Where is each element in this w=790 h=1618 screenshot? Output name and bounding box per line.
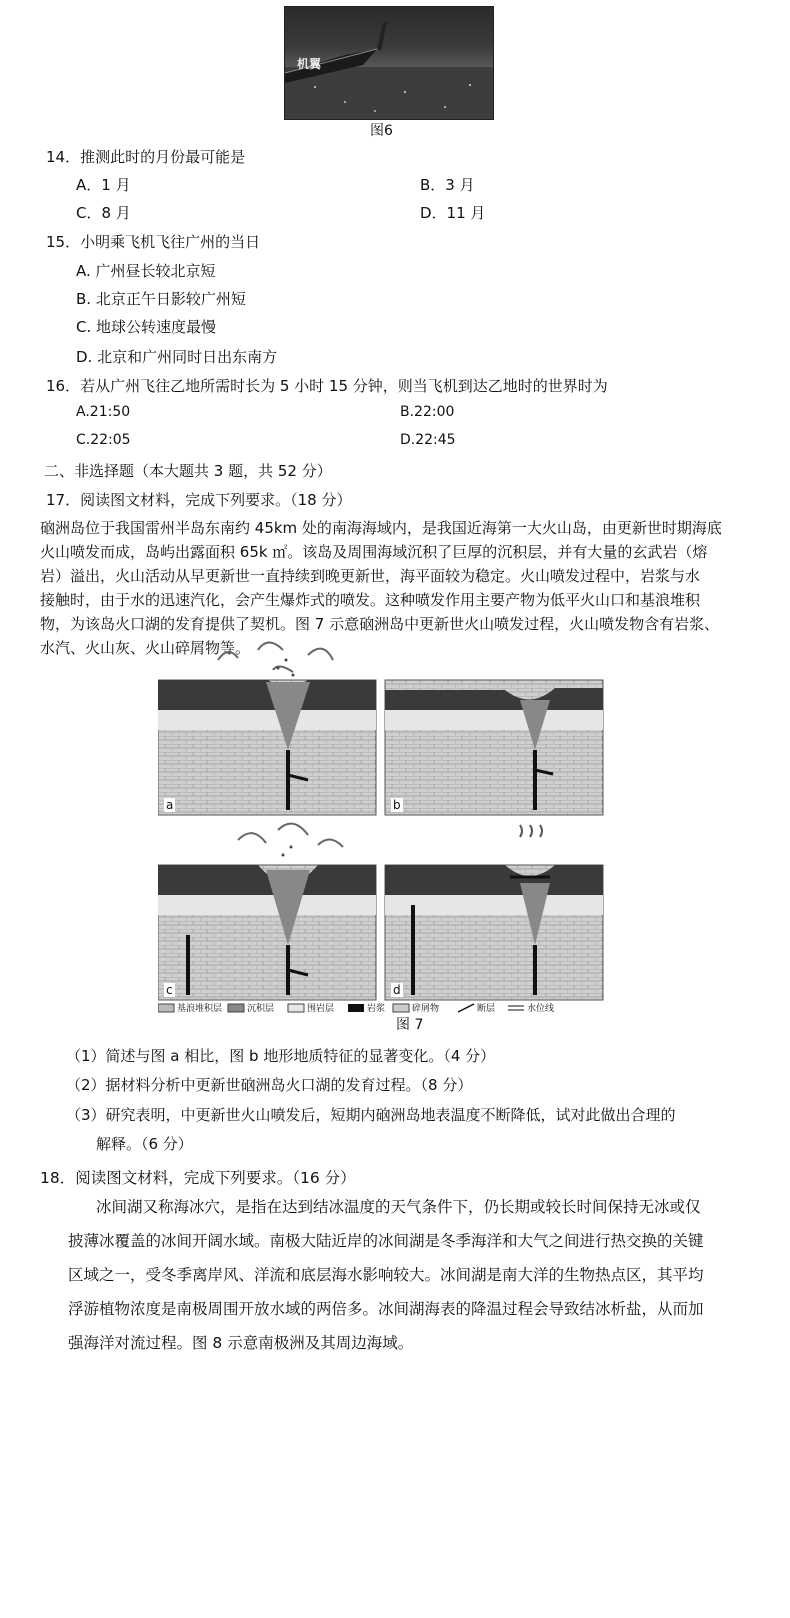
q14-option-a: A．1 月 [76, 176, 131, 194]
q16-option-a: A.21:50 [76, 404, 131, 420]
q17-line-2: 火山喷发而成，岛屿出露面积 65k ㎡。该岛及周围海域沉积了巨厚的沉积层，并有大量的玄武岩（熔 [40, 543, 708, 561]
q15-stem: 15．小明乘飞机飞往广州的当日 [46, 233, 261, 251]
panel-d-label: d [393, 983, 401, 997]
panel-d [385, 825, 603, 1000]
q17-material [40, 516, 760, 660]
legend-water-level: 水位线 [527, 1004, 555, 1014]
legend-fault: 断层 [477, 1004, 496, 1014]
q14-option-c: C．8 月 [76, 204, 131, 222]
legend-base-surge: 基浪堆积层 [177, 1004, 223, 1014]
panel-b [385, 680, 603, 815]
legend-sediment: 沉积层 [247, 1004, 275, 1014]
volcano-panels [158, 640, 623, 1030]
q15-option-a: A. 广州昼长较北京短 [76, 262, 216, 280]
q17-sub-3-cont: 解释。（6 分） [96, 1135, 193, 1153]
panel-b-label: b [393, 798, 401, 812]
q17-line-6: 水汽、火山灰、火山碎屑物等。 [40, 639, 251, 657]
q17-line-3: 岩）溢出，火山活动从早更新世一直持续到晚更新世，海平面较为稳定。火山喷发过程中，岩浆与水 [40, 567, 701, 585]
panel-a-label: a [166, 798, 174, 812]
q18-line-3: 区域之一，受冬季离岸风、洋流和底层海水影响较大。冰间湖是南大洋的生物热点区，其平均 [68, 1266, 704, 1284]
figure-6-caption: 图6 [370, 123, 393, 139]
q15-option-c: C. 地球公转速度最慢 [76, 318, 217, 336]
q17-line-1: 硇洲岛位于我国雷州半岛东南约 45km 处的南海海域内，是我国近海第一大火山岛，由更新世时期海底 [40, 519, 722, 537]
q18-stem: 18．阅读图文材料，完成下列要求。（16 分） [40, 1169, 356, 1187]
q18-line-1: 冰间湖又称海冰穴，是指在达到结冰温度的天气条件下，仍长期或较长时间保持无冰或仅 [96, 1198, 701, 1216]
panel-a [158, 643, 376, 816]
q16-stem: 16．若从广州飞往乙地所需时长为 5 小时 15 分钟，则当飞机到达乙地时的世界时为 [46, 377, 608, 395]
q18-material [68, 1190, 760, 1360]
q17-line-4: 接触时，由于水的迅速汽化，会产生爆炸式的喷发。这种喷发作用主要产物为低平火山口和基浪堆积 [40, 591, 701, 609]
q16-option-c: C.22:05 [76, 432, 131, 448]
legend-debris: 碎屑物 [412, 1004, 440, 1014]
wing-label: 机翼 [297, 57, 322, 71]
figure-6-photo [284, 6, 494, 120]
q15-option-d: D. 北京和广州同时日出东南方 [76, 348, 278, 366]
panel-c [158, 824, 376, 1000]
q18-line-5: 强海洋对流过程。图 8 示意南极洲及其周边海域。 [68, 1334, 414, 1352]
figure-7-volcano-diagram [158, 640, 623, 1033]
q16-option-b: B.22:00 [400, 404, 455, 420]
q15-option-b: B. 北京正午日影较广州短 [76, 290, 246, 308]
section-2-heading: 二、非选择题（本大题共 3 题，共 52 分） [44, 462, 332, 480]
q17-line-5: 物，为该岛火口湖的发育提供了契机。图 7 示意硇洲岛中更新世火山喷发过程，火山喷发物含有岩浆、 [40, 615, 720, 633]
q17-sub-2: （2）据材料分析中更新世硇洲岛火口湖的发育过程。（8 分） [66, 1076, 473, 1094]
q14-option-b: B．3 月 [420, 176, 475, 194]
q17-stem: 17．阅读图文材料，完成下列要求。（18 分） [46, 491, 352, 509]
figure-7-caption: 图 7 [396, 1017, 424, 1033]
legend-country-rock: 围岩层 [307, 1004, 335, 1014]
q14-option-d: D．11 月 [420, 204, 486, 222]
q14-stem: 14．推测此时的月份最可能是 [46, 148, 246, 166]
q17-sub-1: （1）简述与图 a 相比，图 b 地形地质特征的显著变化。（4 分） [66, 1047, 496, 1065]
legend-magma: 岩浆 [367, 1004, 386, 1014]
q16-option-d: D.22:45 [400, 432, 456, 448]
q18-line-2: 披薄冰覆盖的冰间开阔水域。南极大陆近岸的冰间湖是冬季海洋和大气之间进行热交换的关键 [68, 1232, 704, 1250]
q18-line-4: 浮游植物浓度是南极周围开放水域的两倍多。冰间湖海表的降温过程会导致结冰析盐，从而加 [68, 1300, 704, 1318]
q17-sub-3: （3）研究表明，中更新世火山喷发后，短期内硇洲岛地表温度不断降低，试对此做出合理的 [66, 1106, 676, 1124]
panel-c-label: c [166, 983, 173, 997]
